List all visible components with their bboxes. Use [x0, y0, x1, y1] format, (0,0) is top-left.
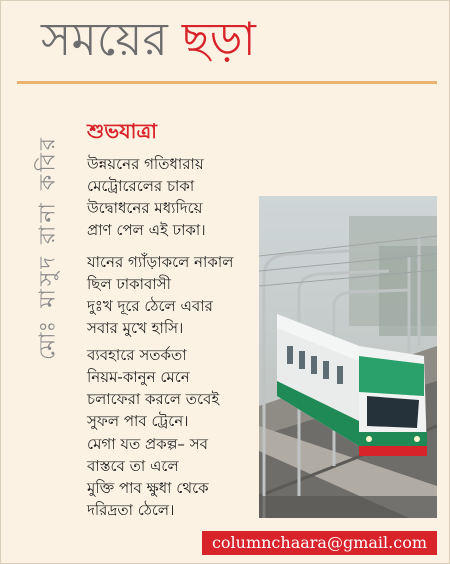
header-divider: [17, 81, 437, 84]
author-name: মোঃ মাসুদ রানা কবির: [35, 135, 61, 360]
column-title-part2: ছড়া: [181, 12, 256, 66]
poem-line: বাস্তবে তা এলে: [87, 457, 179, 475]
poem-line: ব্যবহারে সতর্কতা: [87, 346, 187, 364]
stanza-2: [87, 251, 233, 339]
author-column: [29, 119, 69, 379]
poem-line: যানের গ্যাঁড়াকলে নাকাল: [87, 253, 234, 271]
stanza-4: [87, 433, 209, 521]
poem-line: দুঃখ দূরে ঠেলে এবার: [87, 297, 213, 315]
poem-line: সুফল পাব ট্রেনে।: [87, 412, 189, 430]
poem-line: উদ্বোধনের মধ্যদিয়ে: [87, 199, 203, 217]
column-title-part1: সময়ের: [41, 12, 168, 66]
poem-line: প্রাণ পেল এই ঢাকা।: [87, 221, 206, 239]
contact-email: columnchaara@gmail.com: [202, 531, 437, 555]
poem-line: সবার মুখে হাসি।: [87, 319, 184, 337]
poem-line: ছিল ঢাকাবাসী: [87, 275, 171, 293]
poem-line: মেগা যত প্রকল্প– সব: [87, 435, 208, 453]
poem-line: চলাফেরা করলে তবেই: [87, 390, 220, 408]
poem-line: মুক্তি পাব ক্ষুধা থেকে: [87, 479, 209, 497]
stanza-1: [87, 153, 206, 241]
poem-line: উন্নয়নের গতিধারায়: [87, 155, 204, 173]
column-title: [41, 9, 256, 69]
poem-line: নিয়ম-কানুন মেনে: [87, 368, 190, 386]
stanza-3: [87, 344, 219, 432]
metro-rail-photo: [259, 196, 437, 518]
poem-title: শুভযাত্রা: [87, 119, 157, 143]
poem-line: মেট্রোরেলের চাকা: [87, 177, 195, 195]
column-header: [1, 1, 450, 81]
poem-line: দরিদ্রতা ঠেলে।: [87, 501, 175, 519]
